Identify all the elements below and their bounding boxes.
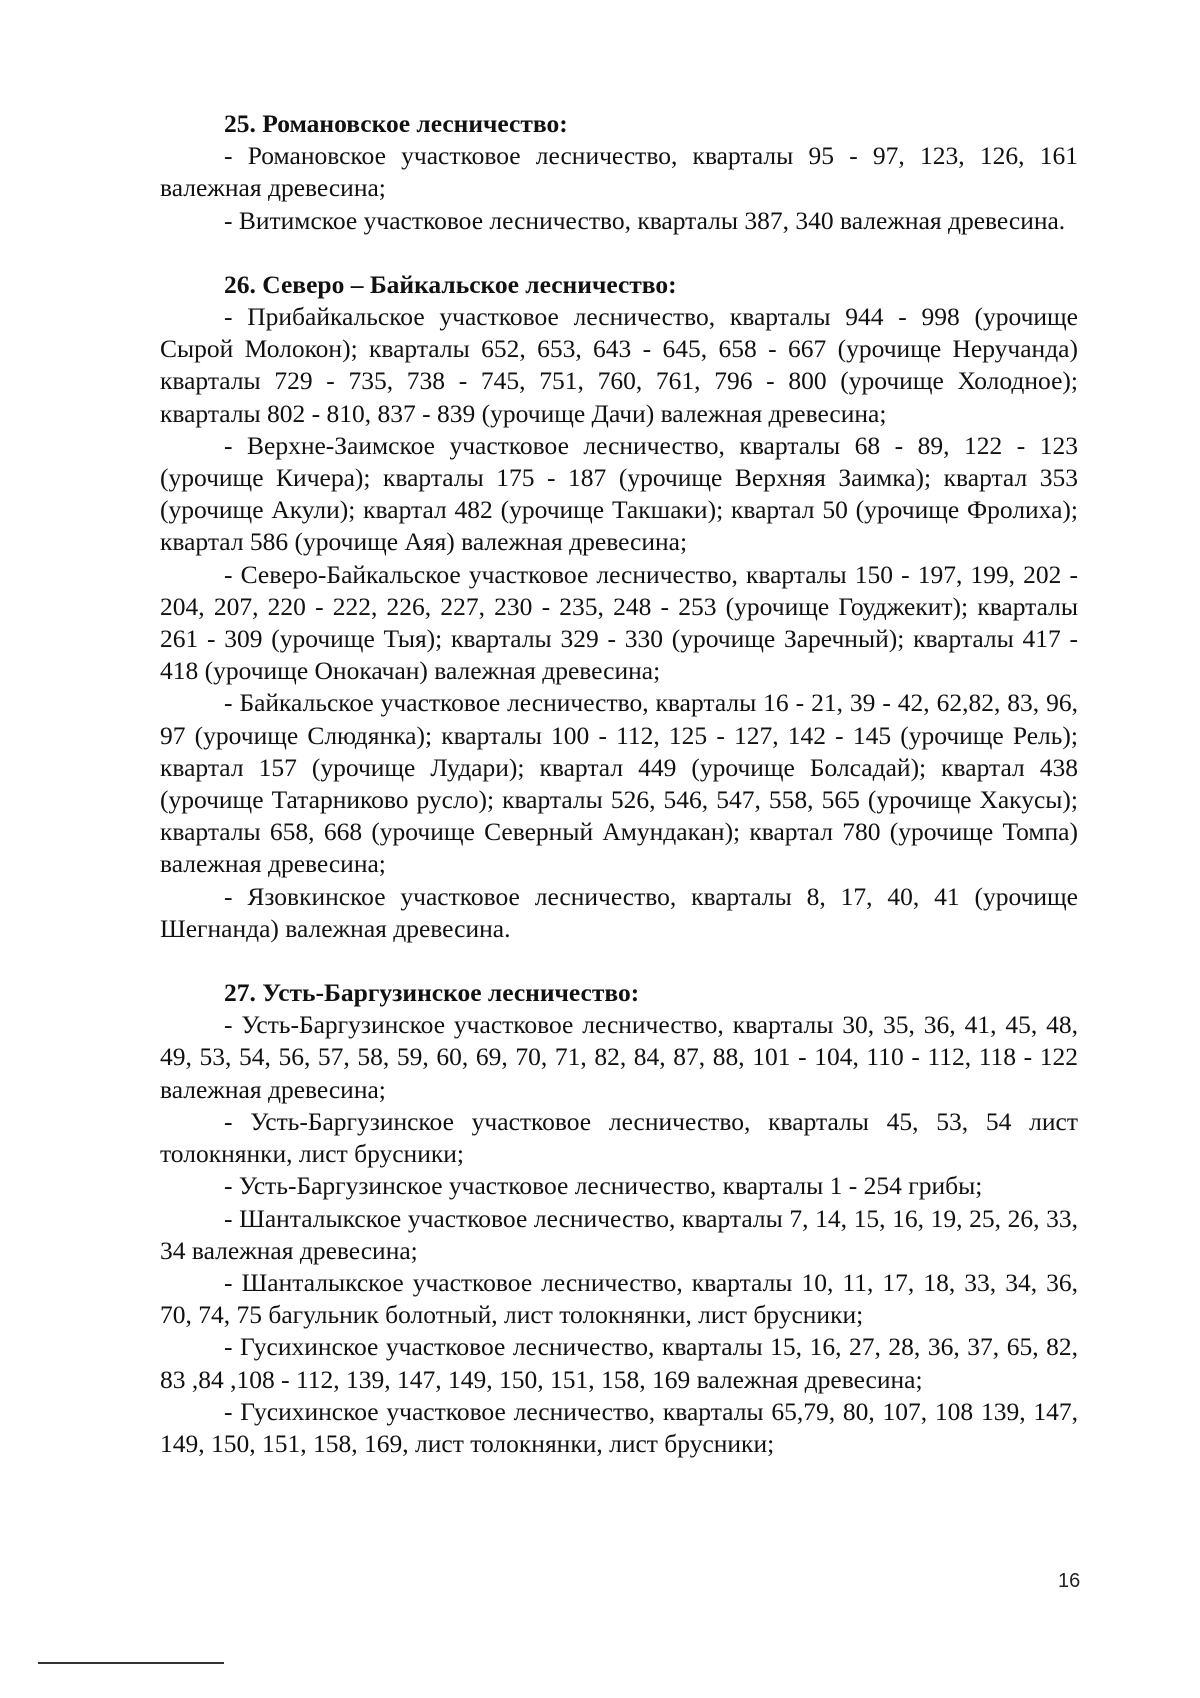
list-item: - Усть-Баргузинское участковое лесничество, кварталы 1 - 254 грибы;	[224, 1171, 983, 1201]
list-item: - Гусихинское участковое лесничество, кварталы 15, 16, 27, 28, 36, 37, 65, 82, 83 ,84 ,108 - 112, 139, 147, 149, 150, 151, 158, 169 валежная древесина;	[160, 1332, 1078, 1394]
list-item: - Байкальское участковое лесничество, кварталы 16 - 21, 39 - 42, 62,82, 83, 96, 97 (урочище Слюдянка); кварталы 100 - 112, 125 - 127, 142 - 145 (урочище Рель); квартал 157 (урочище Лудари); квартал 449 (урочище Болсадай); квартал 438 (урочище Татарниково русло); кварталы 526, 546, 547, 558, 565 (урочище Хакусы); кварталы 658, 668 (урочище Северный Амундакан); квартал 780 (урочище Томпа) валежная древесина;	[160, 688, 1078, 879]
section-title: 25. Романовское лесничество:	[224, 109, 568, 138]
section-title: 27. Усть-Баргузинское лесничество:	[224, 978, 640, 1008]
list-item: - Романовское участковое лесничество, кварталы 95 - 97, 123, 126, 161 валежная древесина;	[160, 141, 1078, 203]
document-page	[160, 108, 1078, 1492]
list-item: - Шанталыкское участковое лесничество, кварталы 10, 11, 17, 18, 33, 34, 36, 70, 74, 75 багульник болотный, лист толокнянки, лист брусники;	[160, 1267, 1078, 1330]
list-item: - Верхне-Заимское участковое лесничество, кварталы 68 - 89, 122 - 123 (урочище Кичера); кварталы 175 - 187 (урочище Верхняя Заимка); квартал 353 (урочище Акули); квартал 482 (урочище Такшаки); квартал 50 (урочище Фролиха); квартал 586 (урочище Аяя) валежная древесина;	[160, 430, 1078, 557]
list-item: - Усть-Баргузинское участковое лесничество, кварталы 30, 35, 36, 41, 45, 48, 49, 53, 54, 56, 57, 58, 59, 60, 69, 70, 71, 82, 84, 87, 88, 101 - 104, 110 - 112, 118 - 122 валежная древесина;	[160, 1010, 1078, 1104]
section-25-romanovskoe	[160, 108, 1078, 237]
list-item: - Северо-Байкальское участковое лесничество, кварталы 150 - 197, 199, 202 - 204, 207, 220 - 222, 226, 227, 230 - 235, 248 - 253 (урочище Гоуджекит); кварталы 261 - 309 (урочище Тыя); кварталы 329 - 330 (урочище Заречный); кварталы 417 - 418 (урочище Онокачан) валежная древесина;	[160, 559, 1078, 686]
list-item: - Язовкинское участковое лесничество, кварталы 8, 17, 40, 41 (урочище Шегнанда) валежная древесина.	[160, 881, 1078, 943]
section-27-ust-barguzinskoe	[160, 977, 1078, 1460]
list-item: - Усть-Баргузинское участковое лесничество, кварталы 45, 53, 54 лист толокнянки, лист брусники;	[160, 1106, 1078, 1169]
list-item: - Шанталыкское участковое лесничество, кварталы 7, 14, 15, 16, 19, 25, 26, 33, 34 валежная древесина;	[160, 1203, 1078, 1265]
list-item: - Витимское участковое лесничество, кварталы 387, 340 валежная древесина.	[224, 205, 1066, 235]
section-26-severo-baikalskoe	[160, 269, 1078, 945]
section-title: 26. Северо – Байкальское лесничество:	[224, 269, 677, 299]
list-item: - Гусихинское участковое лесничество, кварталы 65,79, 80, 107, 108 139, 147, 149, 150, 151, 158, 169, лист толокнянки, лист брусники;	[160, 1396, 1078, 1458]
footnote-separator	[38, 1662, 224, 1664]
page-number: 16	[1058, 1570, 1081, 1592]
list-item: - Прибайкальское участковое лесничество, кварталы 944 - 998 (урочище Сырой Молокон); кварталы 652, 653, 643 - 645, 658 - 667 (урочище Неручанда) кварталы 729 - 735, 738 - 745, 751, 760, 761, 796 - 800 (урочище Холодное); кварталы 802 - 810, 837 - 839 (урочище Дачи) валежная древесина;	[160, 302, 1078, 428]
